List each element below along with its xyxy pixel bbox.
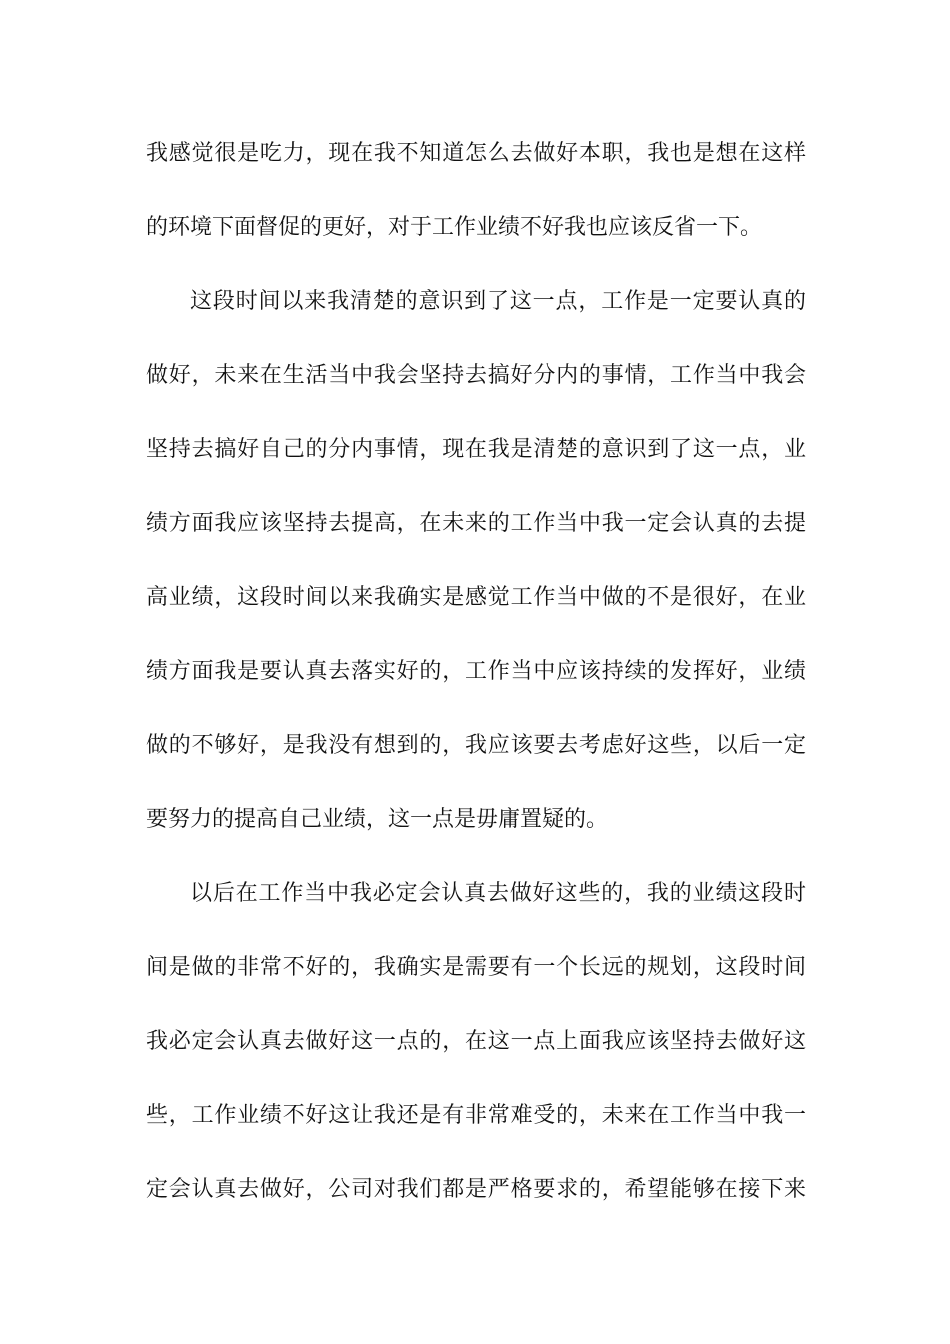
text-line: 我感觉很是吃力，现在我不知道怎么去做好本职，我也是想在这样 — [146, 141, 806, 166]
text-line: 绩方面我应该坚持去提高，在未来的工作当中我一定会认真的去提 — [146, 511, 806, 536]
text-line: 要努力的提高自己业绩，这一点是毋庸置疑的。 — [146, 807, 609, 832]
text-line: 高业绩，这段时间以来我确实是感觉工作当中做的不是很好，在业 — [146, 585, 806, 610]
paragraph-start-line: 这段时间以来我清楚的意识到了这一点，工作是一定要认真的 — [190, 289, 806, 314]
body-text — [146, 128, 806, 1238]
text-line: 做好，未来在生活当中我会坚持去搞好分内的事情，工作当中我会 — [146, 363, 806, 388]
text-line: 我必定会认真去做好这一点的，在这一点上面我应该坚持去做好这 — [146, 1029, 806, 1054]
text-line: 些，工作业绩不好这让我还是有非常难受的，未来在工作当中我一 — [146, 1103, 806, 1128]
text-line: 的环境下面督促的更好，对于工作业绩不好我也应该反省一下。 — [146, 215, 763, 240]
text-line: 做的不够好，是我没有想到的，我应该要去考虑好这些，以后一定 — [146, 733, 806, 758]
text-line: 坚持去搞好自己的分内事情，现在我是清楚的意识到了这一点，业 — [146, 437, 806, 462]
paragraph-start-line: 以后在工作当中我必定会认真去做好这些的，我的业绩这段时 — [190, 881, 806, 906]
text-line: 间是做的非常不好的，我确实是需要有一个长远的规划，这段时间 — [146, 955, 806, 980]
text-line: 绩方面我是要认真去落实好的，工作当中应该持续的发挥好，业绩 — [146, 659, 806, 684]
text-line: 定会认真去做好，公司对我们都是严格要求的，希望能够在接下来 — [146, 1177, 806, 1202]
